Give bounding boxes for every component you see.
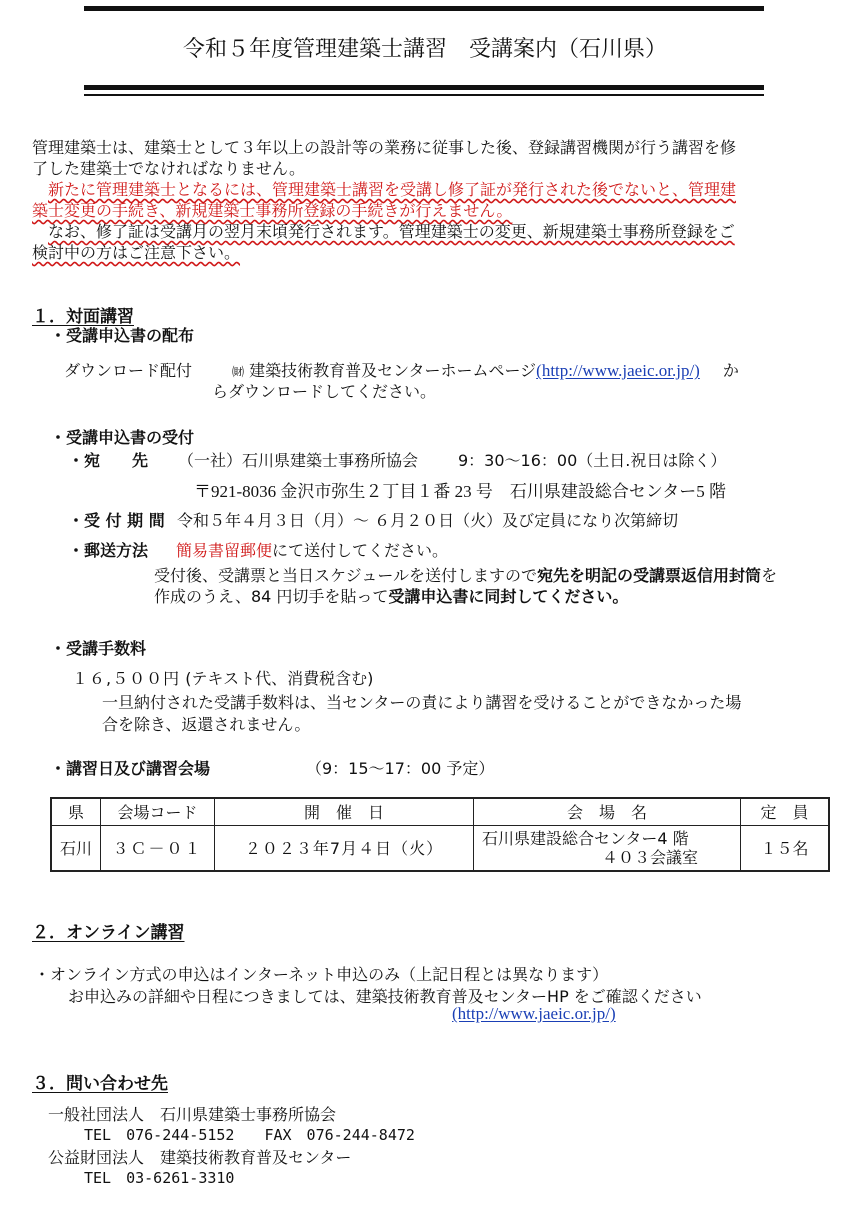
col-prefecture: 県 [51,798,101,825]
mail-note-2b: 受講申込書に同封してください。 [388,587,629,606]
mail-note-2a: 作成のうえ、84 円切手を貼って [154,587,389,606]
intro-warning-line-2: 築士変更の手続き、新規建築士事務所登録の手続きが行えません。 [32,201,513,220]
mail-note-1a: 受付後、受講票と当日スケジュールを送付しますので [154,566,538,585]
mail-note-line-1 [154,563,777,586]
cell-venue-name [474,825,741,871]
table-header-row [51,798,829,825]
jaeic-homepage-text: 建築技術教育普及センターホームページ [249,361,537,380]
fee-line [72,666,373,689]
page-title: 令和５年度管理建築士講習 受講案内（石川県） [182,37,667,62]
mail-note-1c: を [761,566,778,585]
fee-note-line-1: 一旦納付された受講手数料は、当センターの責により講習を受けることができなかった場 [102,693,742,712]
schedule-table [50,797,830,872]
fee-amount: １６,５００円 [72,669,181,688]
destination-hours: 9：30〜16：00（土日.祝日は除く） [458,451,727,470]
online-jaeic-url-link[interactable]: (http://www.jaeic.or.jp/) [452,1004,616,1023]
table-row [51,825,829,871]
col-date: 開 催 日 [215,798,474,825]
contact-org-1-phone-fax: TEL 076-244-5152 FAX 076-244-8472 [84,1126,415,1144]
mail-method-value: 簡易書留郵便 [176,541,273,560]
section-3-heading: ３．問い合わせ先 [32,1074,168,1094]
mail-note-line-2 [154,584,628,607]
contact-org-2: 公益財団法人 建築技術教育普及センター [48,1148,352,1167]
period-value: 令和５年４月３日（月）～ ６月２０日（火）及び定員になり次第締切 [177,511,679,530]
distribution-text-suffix: か [722,361,739,380]
section-1-heading: １．対面講習 [32,307,134,327]
mail-method-label: ・郵送方法 [68,541,149,560]
destination-label: ・宛 先 [68,451,149,470]
contact-org-2-phone: TEL 03-6261-3310 [84,1169,235,1187]
mail-note-1b: 宛先を明記の受講票返信用封筒 [537,566,762,585]
fee-amount-note: (テキスト代、消費税含む) [185,669,374,688]
distribution-line-2: らダウンロードしてください。 [212,382,437,401]
download-label: ダウンロード配付 [64,361,193,380]
intro-line-2: 了した建築士でなければなりません。 [32,159,305,178]
intro-note-line-1: なお、修了証は受講月の翌月末頃発行されます。管理建築士の変更、新規建築士事務所登録をご [48,222,735,241]
col-venue-name: 会 場 名 [474,798,741,825]
venue-name-line-1: 石川県建設総合センター4 階 [482,828,689,848]
mail-method-suffix: にて送付してください。 [272,541,449,560]
destination-address: 〒921-8036 金沢市弥生２丁目１番 23 号 石川県建設総合センター5 階 [194,482,726,501]
col-capacity: 定 員 [741,798,830,825]
cell-prefecture: 石川 [51,825,101,871]
intro-line-1: 管理建築士は、建築士として３年以上の設計等の業務に従事した後、登録講習機関が行う講習を修 [32,138,737,157]
period-label: ・受 付 期 間 [68,511,165,530]
online-line-2: お申込みの詳細や日程につきましては、建築技術教育普及センターHP をご確認ください [68,987,702,1006]
schedule-heading: ・講習日及び講習会場 [50,759,211,778]
online-line-1: ・オンライン方式の申込はインターネット申込のみ（上記日程とは異なります） [34,965,609,984]
cell-date: ２０２３年7月４日（火） [215,825,474,871]
cell-venue-code: ３Ｃ－０１ [101,825,215,871]
schedule-time-note: （9：15〜17：00 予定） [306,759,495,778]
reception-heading: ・受講申込書の受付 [50,428,195,447]
fee-heading: ・受講手数料 [50,639,147,658]
foundation-mark: ㈶ [232,365,245,379]
col-venue-code: 会場コード [101,798,215,825]
intro-warning-line-1: 新たに管理建築士となるには、管理建築士講習を受講し修了証が発行された後でないと、管理建 [48,180,737,199]
intro-note-line-2: 検討中の方はご注意下さい。 [32,243,241,262]
distribution-line-1 [232,358,739,381]
top-rule [84,6,764,11]
venue-name-line-2: ４０３会議室 [602,847,699,867]
title-rule-thick [84,85,764,90]
jaeic-url-link[interactable]: (http://www.jaeic.or.jp/) [536,361,700,380]
destination-org: （一社）石川県建築士事務所協会 [178,451,419,470]
cell-capacity: １５名 [741,825,830,871]
section-2-heading: ２．オンライン講習 [32,923,185,943]
title-rule-thin [84,94,764,96]
fee-note-line-2: 合を除き、返還されません。 [102,715,311,734]
contact-org-1: 一般社団法人 石川県建築士事務所協会 [48,1105,337,1124]
mail-method-line [172,538,448,561]
distribution-heading: ・受講申込書の配布 [50,326,195,345]
